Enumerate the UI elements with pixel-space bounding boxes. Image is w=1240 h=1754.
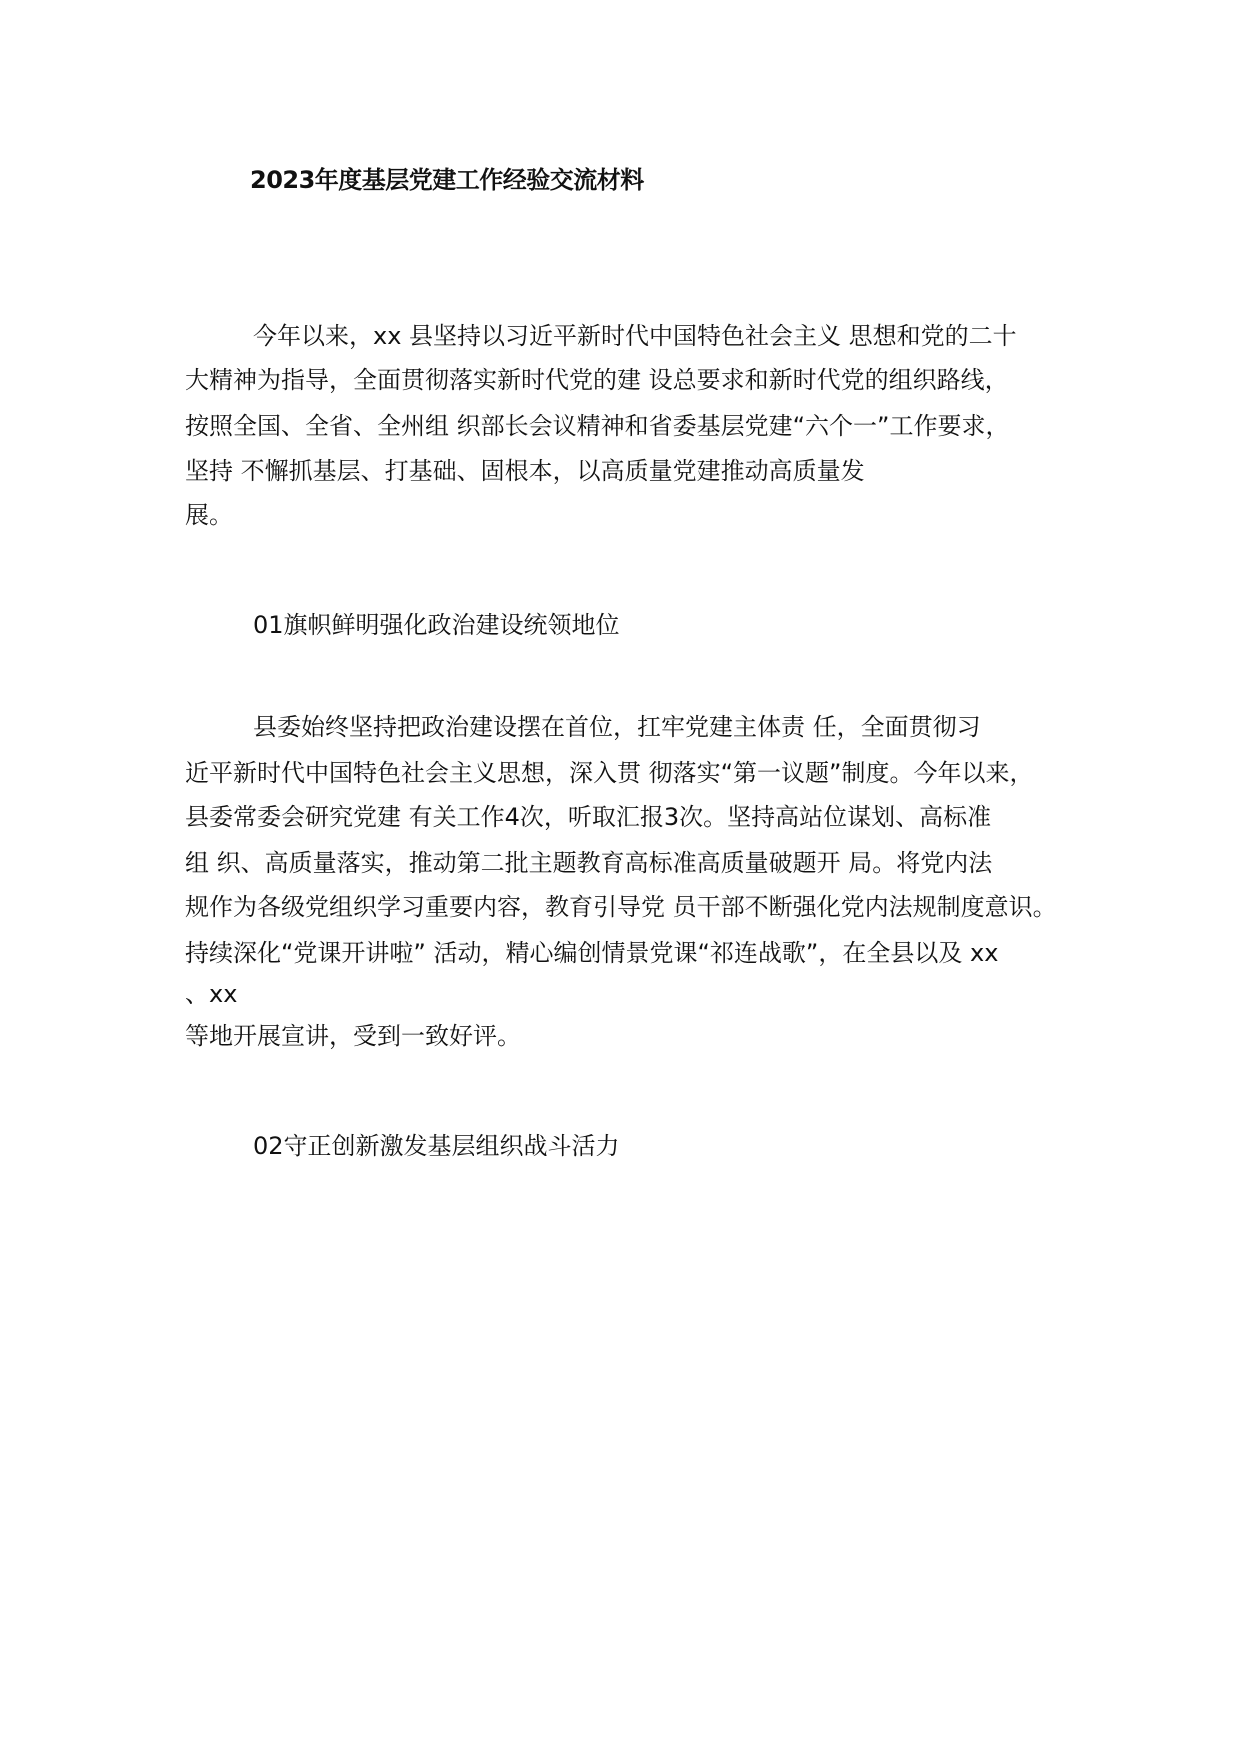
section-heading: 02守正创新激发基层组织战斗活力	[253, 1132, 620, 1160]
paragraph-line: 今年以来，xx 县坚持以习近平新时代中国特色社会主义 思想和党的二十	[253, 322, 1017, 350]
paragraph-line: 规作为各级党组织学习重要内容，教育引导党 员干部不断强化党内法规制度意识。	[185, 893, 1057, 921]
paragraph-line: 县委始终坚持把政治建设摆在首位，扛牢党建主体责 任，全面贯彻习	[253, 713, 981, 741]
paragraph-line: 持续深化“党课开讲啦” 活动，精心编创情景党课“祁连战歌”，在全县以及 xx	[185, 939, 999, 967]
paragraph-line: 展。	[185, 501, 233, 529]
paragraph-line: 近平新时代中国特色社会主义思想，深入贯 彻落实“第一议题”制度。今年以来，	[185, 759, 1034, 787]
section-heading: 01旗帜鲜明强化政治建设统领地位	[253, 611, 620, 639]
paragraph-line: 坚持 不懈抓基层、打基础、固根本，以高质量党建推动高质量发	[185, 457, 865, 485]
paragraph-line: 县委常委会研究党建 有关工作4次，听取汇报3次。坚持高站位谋划、高标准	[185, 803, 992, 831]
paragraph-line: 按照全国、全省、全州组 织部长会议精神和省委基层党建“六个一”工作要求，	[185, 412, 1010, 440]
paragraph-line: 组 织、高质量落实，推动第二批主题教育高标准高质量破题开 局。将党内法	[185, 849, 993, 877]
paragraph-line: 、xx	[185, 980, 238, 1008]
paragraph-line: 等地开展宣讲，受到一致好评。	[185, 1022, 521, 1050]
paragraph-line: 大精神为指导，全面贯彻落实新时代党的建 设总要求和新时代党的组织路线，	[185, 366, 1009, 394]
document-title: 2023年度基层党建工作经验交流材料	[250, 166, 644, 194]
